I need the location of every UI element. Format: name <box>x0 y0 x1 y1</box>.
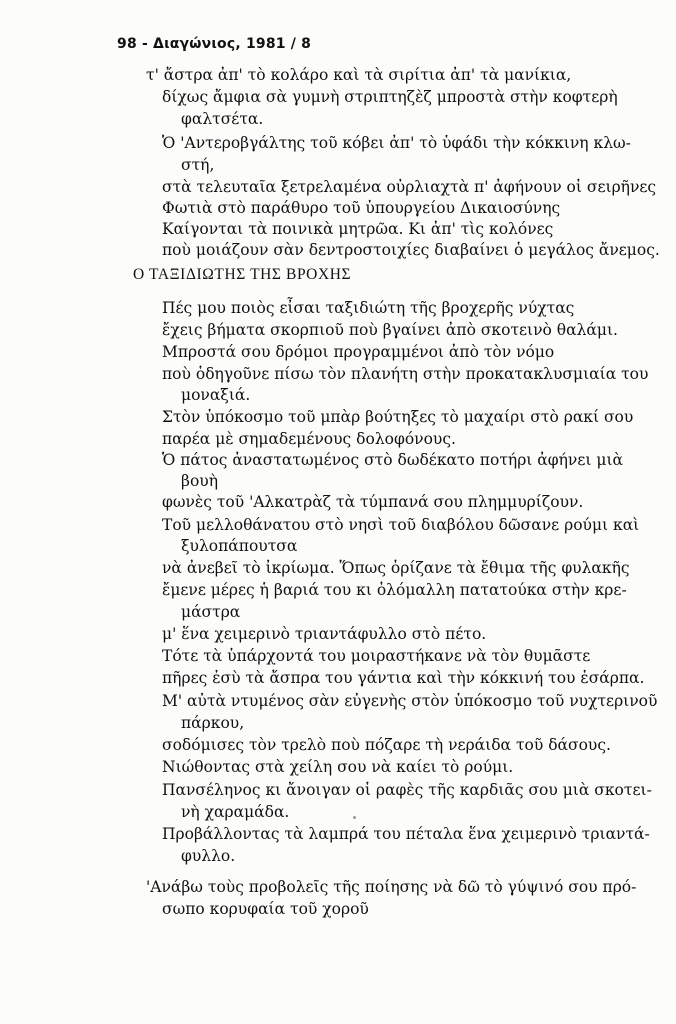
poem-line: Στὸν ὑπόκοσμο τοῦ μπὰρ βούτηξες τὸ μαχαίρι στὸ ρακί σου <box>162 408 634 426</box>
poem-line: φωνὲς τοῦ 'Αλκατρὰζ τὰ τύμπανά σου πλημμυρίζουν. <box>162 493 584 511</box>
intro-line: ποὺ μοιάζουν σὰν δεντροστοιχίες διαβαίνει ὁ μεγάλος ἄνεμος. <box>162 241 660 259</box>
intro-line: Φωτιὰ στὸ παράθυρο τοῦ ὑπουργείου Δικαιοσύνης <box>162 199 561 217</box>
poem-line: μοναξιά. <box>181 386 251 404</box>
intro-line: στή, <box>181 156 215 174</box>
poem-line: Τοῦ μελλοθάνατου στὸ νησὶ τοῦ διαβόλου δῶσανε ρούμι καὶ <box>162 516 640 534</box>
page-header: 98 - Διαγώνιος, 1981 / 8 <box>117 36 312 52</box>
poem-line: μ' ἕνα χειμερινὸ τριαντάφυλλο στὸ πέτο. <box>162 625 487 643</box>
poem-line: Μπροστά σου δρόμοι προγραμμένοι ἀπὸ τὸν νόμο <box>162 343 555 361</box>
poem-line: μάστρα <box>181 603 241 621</box>
poem-line: σοδόμισες τὸν τρελὸ ποὺ πόζαρε τὴ νεράιδα τοῦ δάσους. <box>162 736 611 754</box>
poem-line: ξυλοπάπουτσα <box>181 537 298 555</box>
poem-line: Πές μου ποιὸς εἶσαι ταξιδιώτη τῆς βροχερῆς νύχτας <box>162 299 575 317</box>
poem-line: Προβάλλοντας τὰ λαμπρά του πέταλα ἕνα χειμερινὸ τριαντά- <box>162 825 650 843</box>
poem-line: πῆρες ἐσὺ τὰ ἄσπρα του γάντια καὶ τὴν κόκκινή του ἐσάρπα. <box>162 669 645 687</box>
stray-ink-dot <box>353 816 356 819</box>
intro-line: τ' ἄστρα ἀπ' τὸ κολάρο καὶ τὰ σιρίτια ἀπ' τὰ μανίκια, <box>146 66 572 84</box>
poem-line: νὴ χαραμάδα. <box>181 803 290 821</box>
poem-line: Πανσέληνος κι ἄνοιγαν οἱ ραφὲς τῆς καρδιᾶς σου μιὰ σκοτει- <box>162 781 652 799</box>
poem-line: ἔχεις βήματα σκορπιοῦ ποὺ βγαίνει ἀπὸ σκοτεινὸ θαλάμι. <box>162 321 618 339</box>
poem-line: πάρκου, <box>181 714 245 732</box>
intro-line: δίχως ἄμφια σὰ γυμνὴ στριπτηζὲζ μπροστὰ στὴν κοφτερὴ <box>162 88 618 106</box>
poem-line: βουὴ <box>181 472 219 490</box>
poem-line: παρέα μὲ σημαδεμένους δολοφόνους. <box>162 430 456 448</box>
poem-line: νὰ ἀνεβεῖ τὸ ἰκρίωμα. Ὅπως ὁρίζανε τὰ ἔθιμα τῆς φυλακῆς <box>162 559 630 577</box>
intro-line: Καίγονται τὰ ποινικὰ μητρῶα. Κι ἀπ' τὶς κολόνες <box>162 220 554 238</box>
closing-line: 'Ανάβω τοὺς προβολεῖς τῆς ποίησης νὰ δῶ τὸ γύψινό σου πρό- <box>146 878 637 896</box>
poem-line: ἔμενε μέρες ἡ βαριά του κι ὁλόμαλλη πατατούκα στὴν κρε- <box>162 581 627 599</box>
intro-line: Ὁ 'Αντεροβγάλτης τοῦ κόβει ἀπ' τὸ ὑφάδι τὴν κόκκινη κλω- <box>162 134 631 152</box>
intro-line: στὰ τελευταῖα ξετρελαμένα οὐρλιαχτὰ π' ἀφήνουν οἱ σειρῆνες <box>162 178 657 196</box>
poem-line: φυλλο. <box>181 847 236 865</box>
poem-line: Τότε τὰ ὑπάρχοντά του μοιραστήκανε νὰ τὸν θυμᾶστε <box>162 647 591 665</box>
poem-line: ποὺ ὁδηγοῦνε πίσω τὸν πλανήτη στὴν προκατακλυσμιαία του <box>162 365 649 383</box>
poem-title: Ο ΤΑΞΙΔΙΩΤΗΣ ΤΗΣ ΒΡΟΧΗΣ <box>133 266 352 283</box>
poem-line: Νιώθοντας στὰ χείλη σου νὰ καίει τὸ ρούμι. <box>162 758 514 776</box>
closing-line: σωπο κορυφαία τοῦ χοροῦ <box>162 900 369 918</box>
poem-line: Ὁ πάτος ἀναστατωμένος στὸ δωδέκατο ποτήρι ἀφήνει μιὰ <box>162 451 623 469</box>
poem-line: Μ' αὐτὰ ντυμένος σὰν εὐγενὴς στὸν ὑπόκοσμο τοῦ νυχτερινοῦ <box>162 692 658 710</box>
intro-line: φαλτσέτα. <box>181 110 264 128</box>
